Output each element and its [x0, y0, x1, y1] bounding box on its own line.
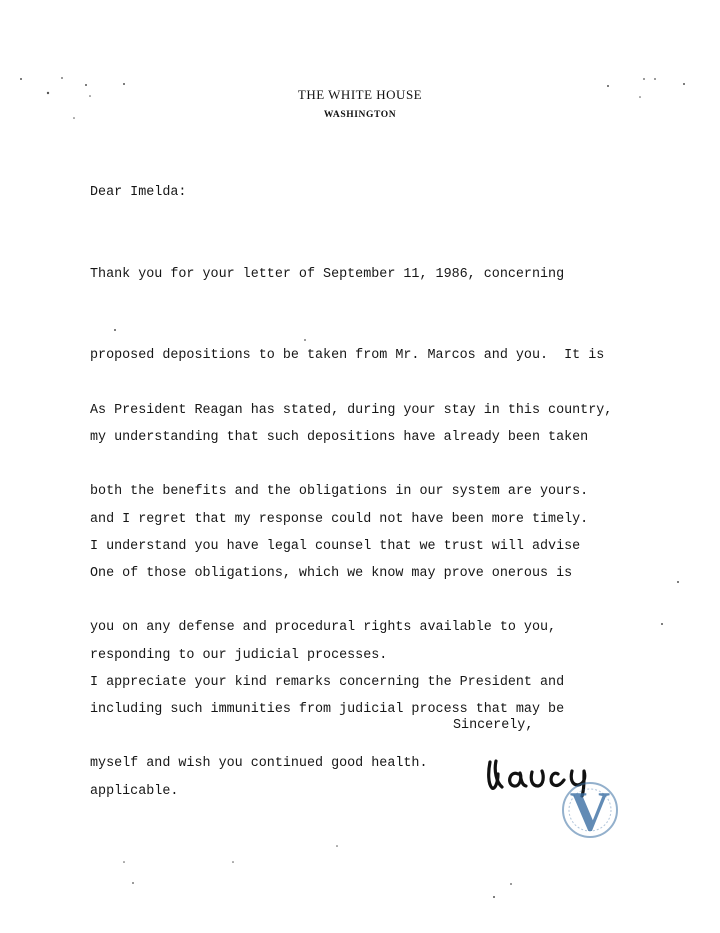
- salutation: Dear Imelda:: [90, 185, 187, 200]
- watermark-seal: [557, 778, 623, 842]
- paragraph-line: and I regret that my response could not have been more timely.: [90, 512, 589, 528]
- paragraph-line: my understanding that such depositions have already been taken: [90, 430, 589, 446]
- paragraph-line: you on any defense and procedural rights available to you,: [90, 620, 557, 636]
- paragraph-line: I understand you have legal counsel that we trust will advise: [90, 538, 581, 554]
- paragraph-line: As President Reagan has stated, during your stay in this country,: [90, 402, 613, 418]
- paragraph-line: Thank you for your letter of September 11, 1986, concerning: [90, 266, 565, 282]
- paragraph-line: applicable.: [90, 784, 179, 800]
- paragraph-line: responding to our judicial processes.: [90, 648, 388, 664]
- paragraph-line: proposed depositions to be taken from Mr. Marcos and you. It is: [90, 348, 605, 364]
- paragraph-line: both the benefits and the obligations in our system are yours.: [90, 484, 589, 500]
- paragraph-line: myself and wish you continued good health.: [90, 756, 428, 772]
- closing: Sincerely,: [453, 718, 534, 733]
- paragraph-line: I appreciate your kind remarks concerning the President and: [90, 674, 565, 690]
- paragraph-line: One of those obligations, which we know may prove onerous is: [90, 566, 573, 582]
- letterhead-subtitle: WASHINGTON: [323, 110, 397, 120]
- svg-text:V: V: [569, 781, 611, 842]
- letterhead-title: THE WHITE HOUSE: [297, 87, 423, 102]
- paragraph-line: including such immunities from judicial process that may be: [90, 702, 565, 718]
